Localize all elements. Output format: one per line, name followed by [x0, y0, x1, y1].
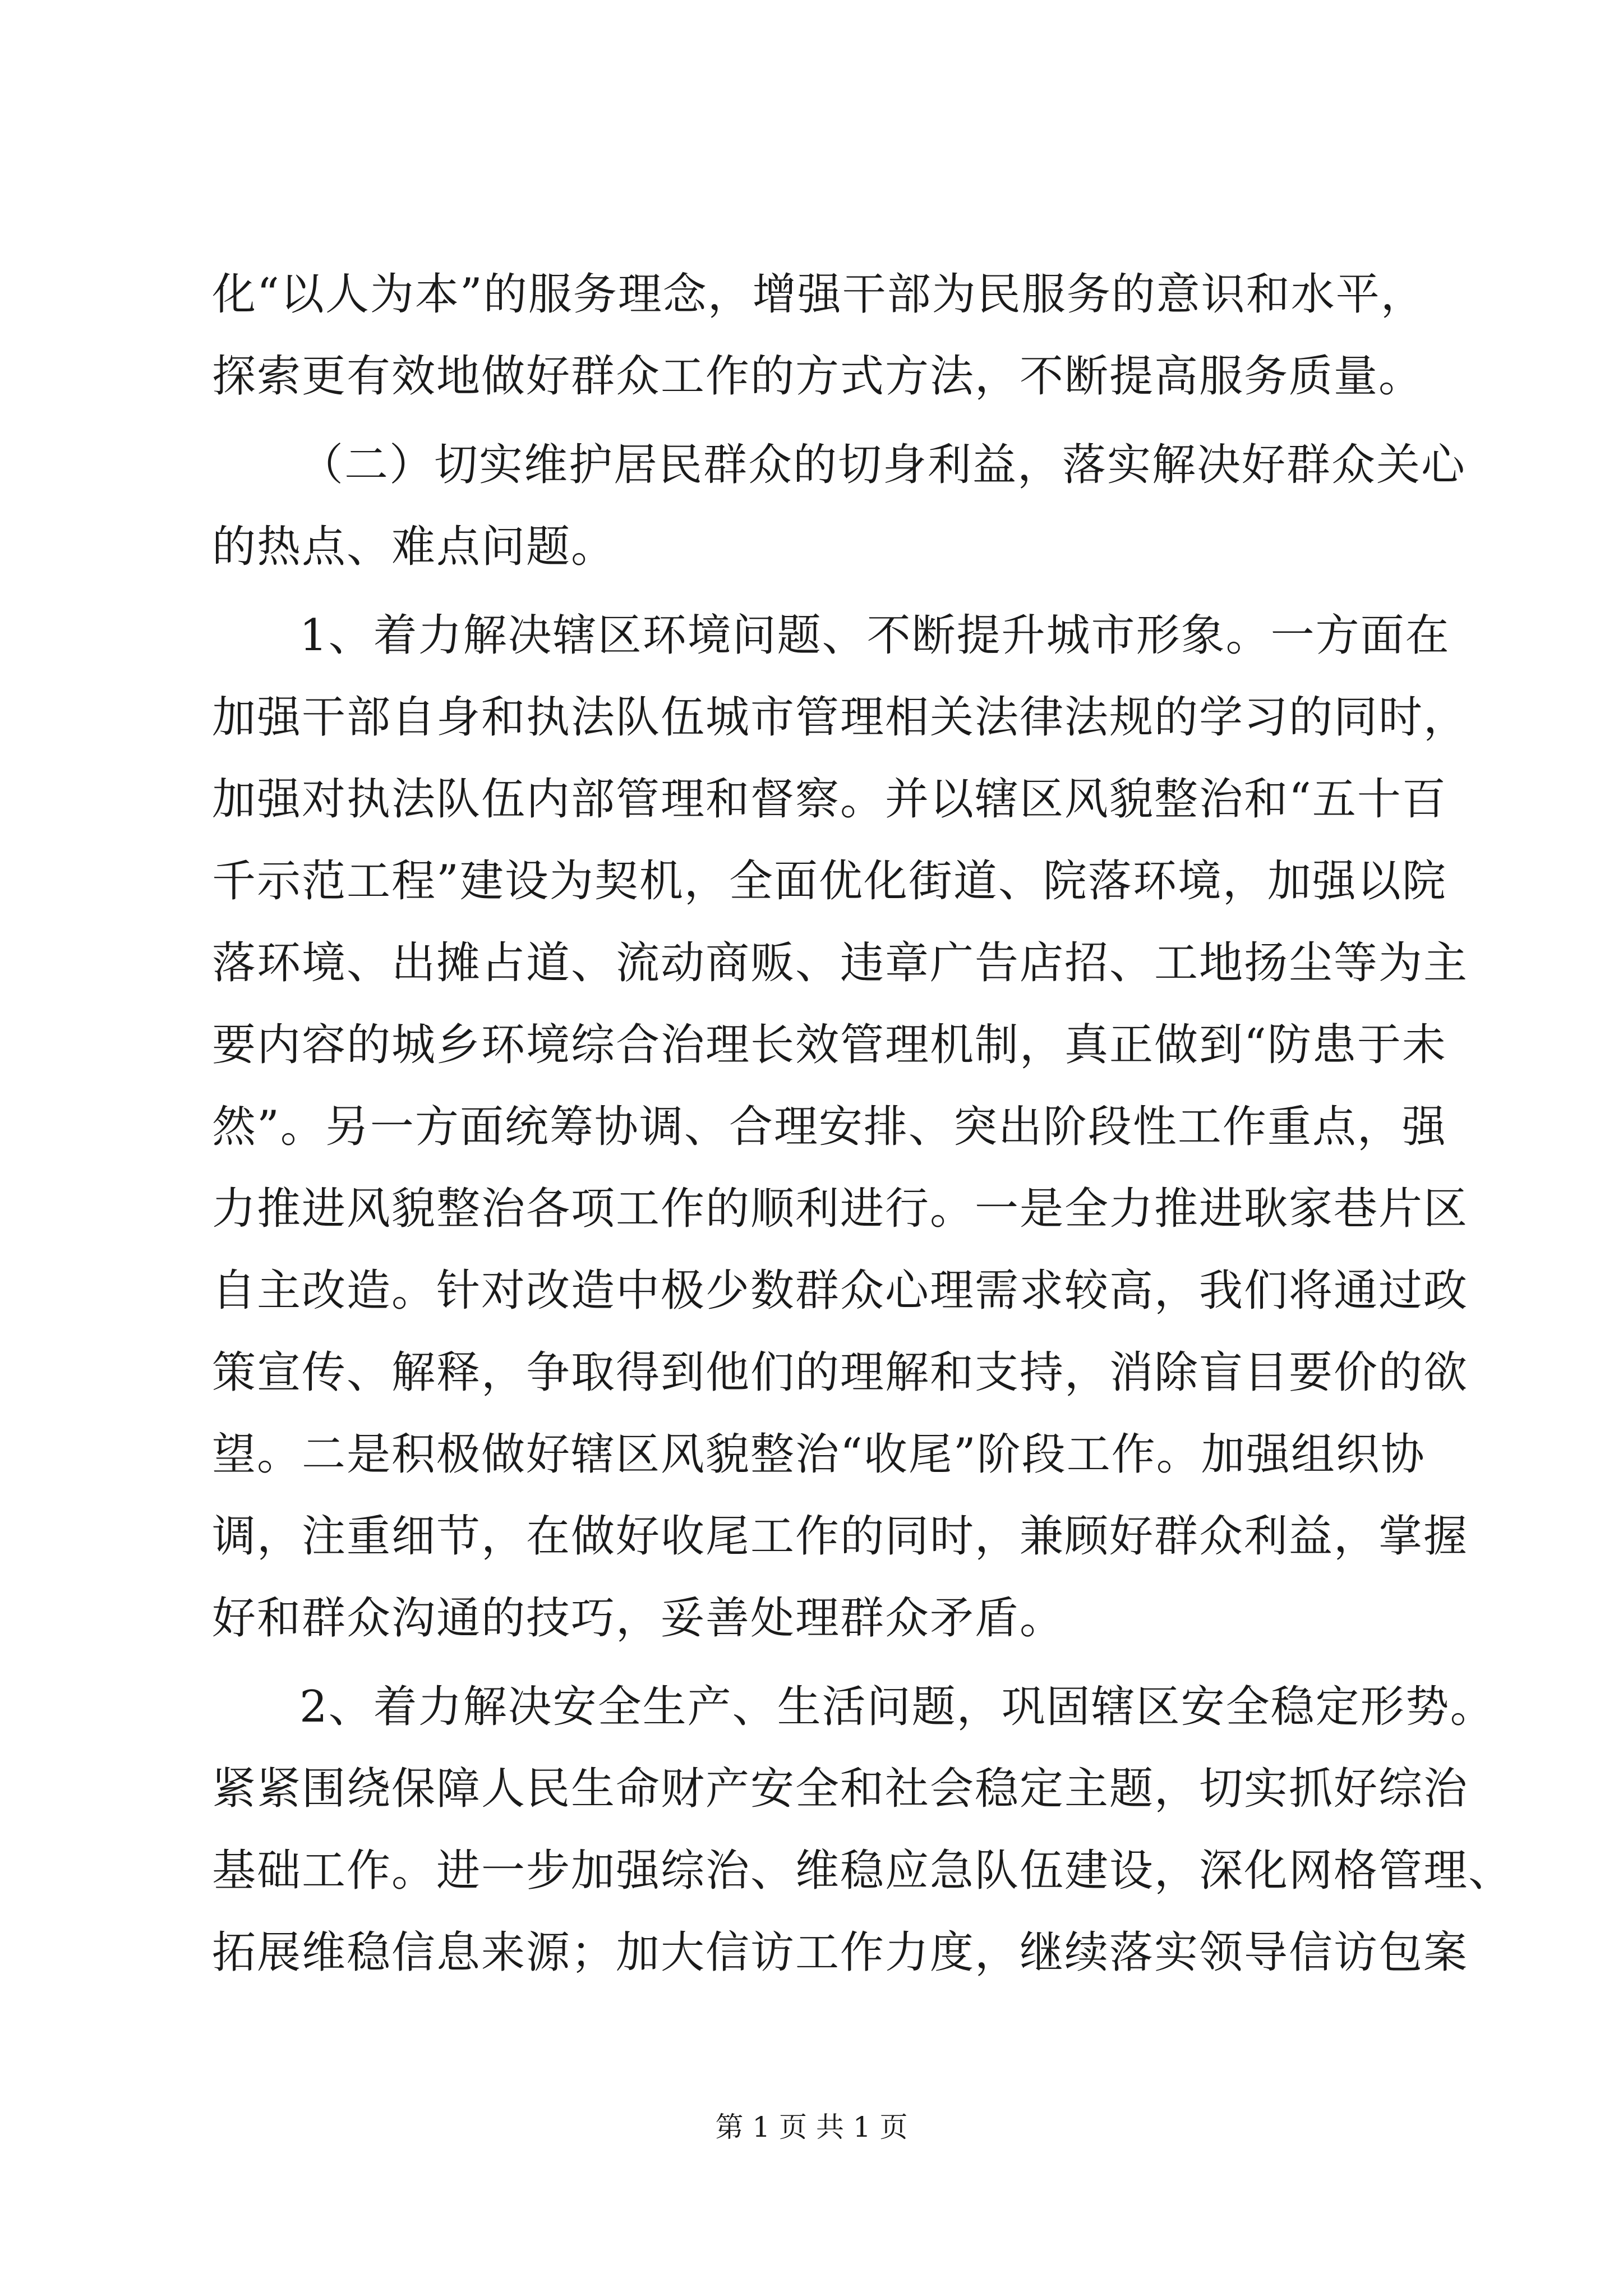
text-line: 千示范工程”建设为契机，全面优化街道、院落环境，加强以院: [212, 856, 1447, 907]
section-heading-line: 的热点、难点问题。: [212, 522, 616, 572]
text-line: 化“以人为本”的服务理念，增强干部为民服务的意识和水平，: [212, 269, 1426, 320]
page-footer: 第 1 页 共 1 页: [715, 2111, 908, 2143]
text-line: 2、着力解决安全生产、生活问题，巩固辖区安全稳定形势。: [299, 1682, 1495, 1732]
text-line: 加强干部自身和执法队伍城市管理相关法律法规的学习的同时，: [212, 692, 1469, 743]
text-line: 探索更有效地做好群众工作的方式方法，不断提高服务质量。: [212, 351, 1424, 402]
section-heading-line: （二）切实维护居民群众的切身利益，落实解决好群众关心: [299, 440, 1467, 490]
document-body: [212, 254, 1514, 1994]
text-line: 力推进风貌整治各项工作的顺利进行。一是全力推进耿家巷片区: [212, 1184, 1469, 1234]
text-line: 1、着力解决辖区环境问题、不断提升城市形象。一方面在: [299, 610, 1450, 661]
text-line: 要内容的城乡环境综合治理长效管理机制，真正做到“防患于未: [212, 1020, 1447, 1070]
text-line: 自主改造。针对改造中极少数群众心理需求较高，我们将通过政: [212, 1266, 1469, 1316]
text-line: 紧紧围绕保障人民生命财产安全和社会稳定主题，切实抓好综治: [212, 1764, 1469, 1814]
text-line: 然”。另一方面统筹协调、合理安排、突出阶段性工作重点，强: [212, 1102, 1447, 1152]
text-line: 调，注重细节，在做好收尾工作的同时，兼顾好群众利益，掌握: [212, 1511, 1469, 1562]
text-line: 好和群众沟通的技巧，妥善处理群众矛盾。: [212, 1593, 1065, 1644]
text-line: 望。二是积极做好辖区风貌整治“收尾”阶段工作。加强组织协: [212, 1429, 1426, 1480]
text-line: 基础工作。进一步加强综治、维稳应急队伍建设，深化网格管理、: [212, 1846, 1514, 1896]
text-line: 拓展维稳信息来源；加大信访工作力度，继续落实领导信访包案: [212, 1927, 1469, 1978]
text-line: 加强对执法队伍内部管理和督察。并以辖区风貌整治和“五十百: [212, 774, 1447, 825]
text-line: 落环境、出摊占道、流动商贩、违章广告店招、工地扬尘等为主: [212, 938, 1469, 988]
text-line: 策宣传、解释，争取得到他们的理解和支持，消除盲目要价的欲: [212, 1347, 1469, 1398]
